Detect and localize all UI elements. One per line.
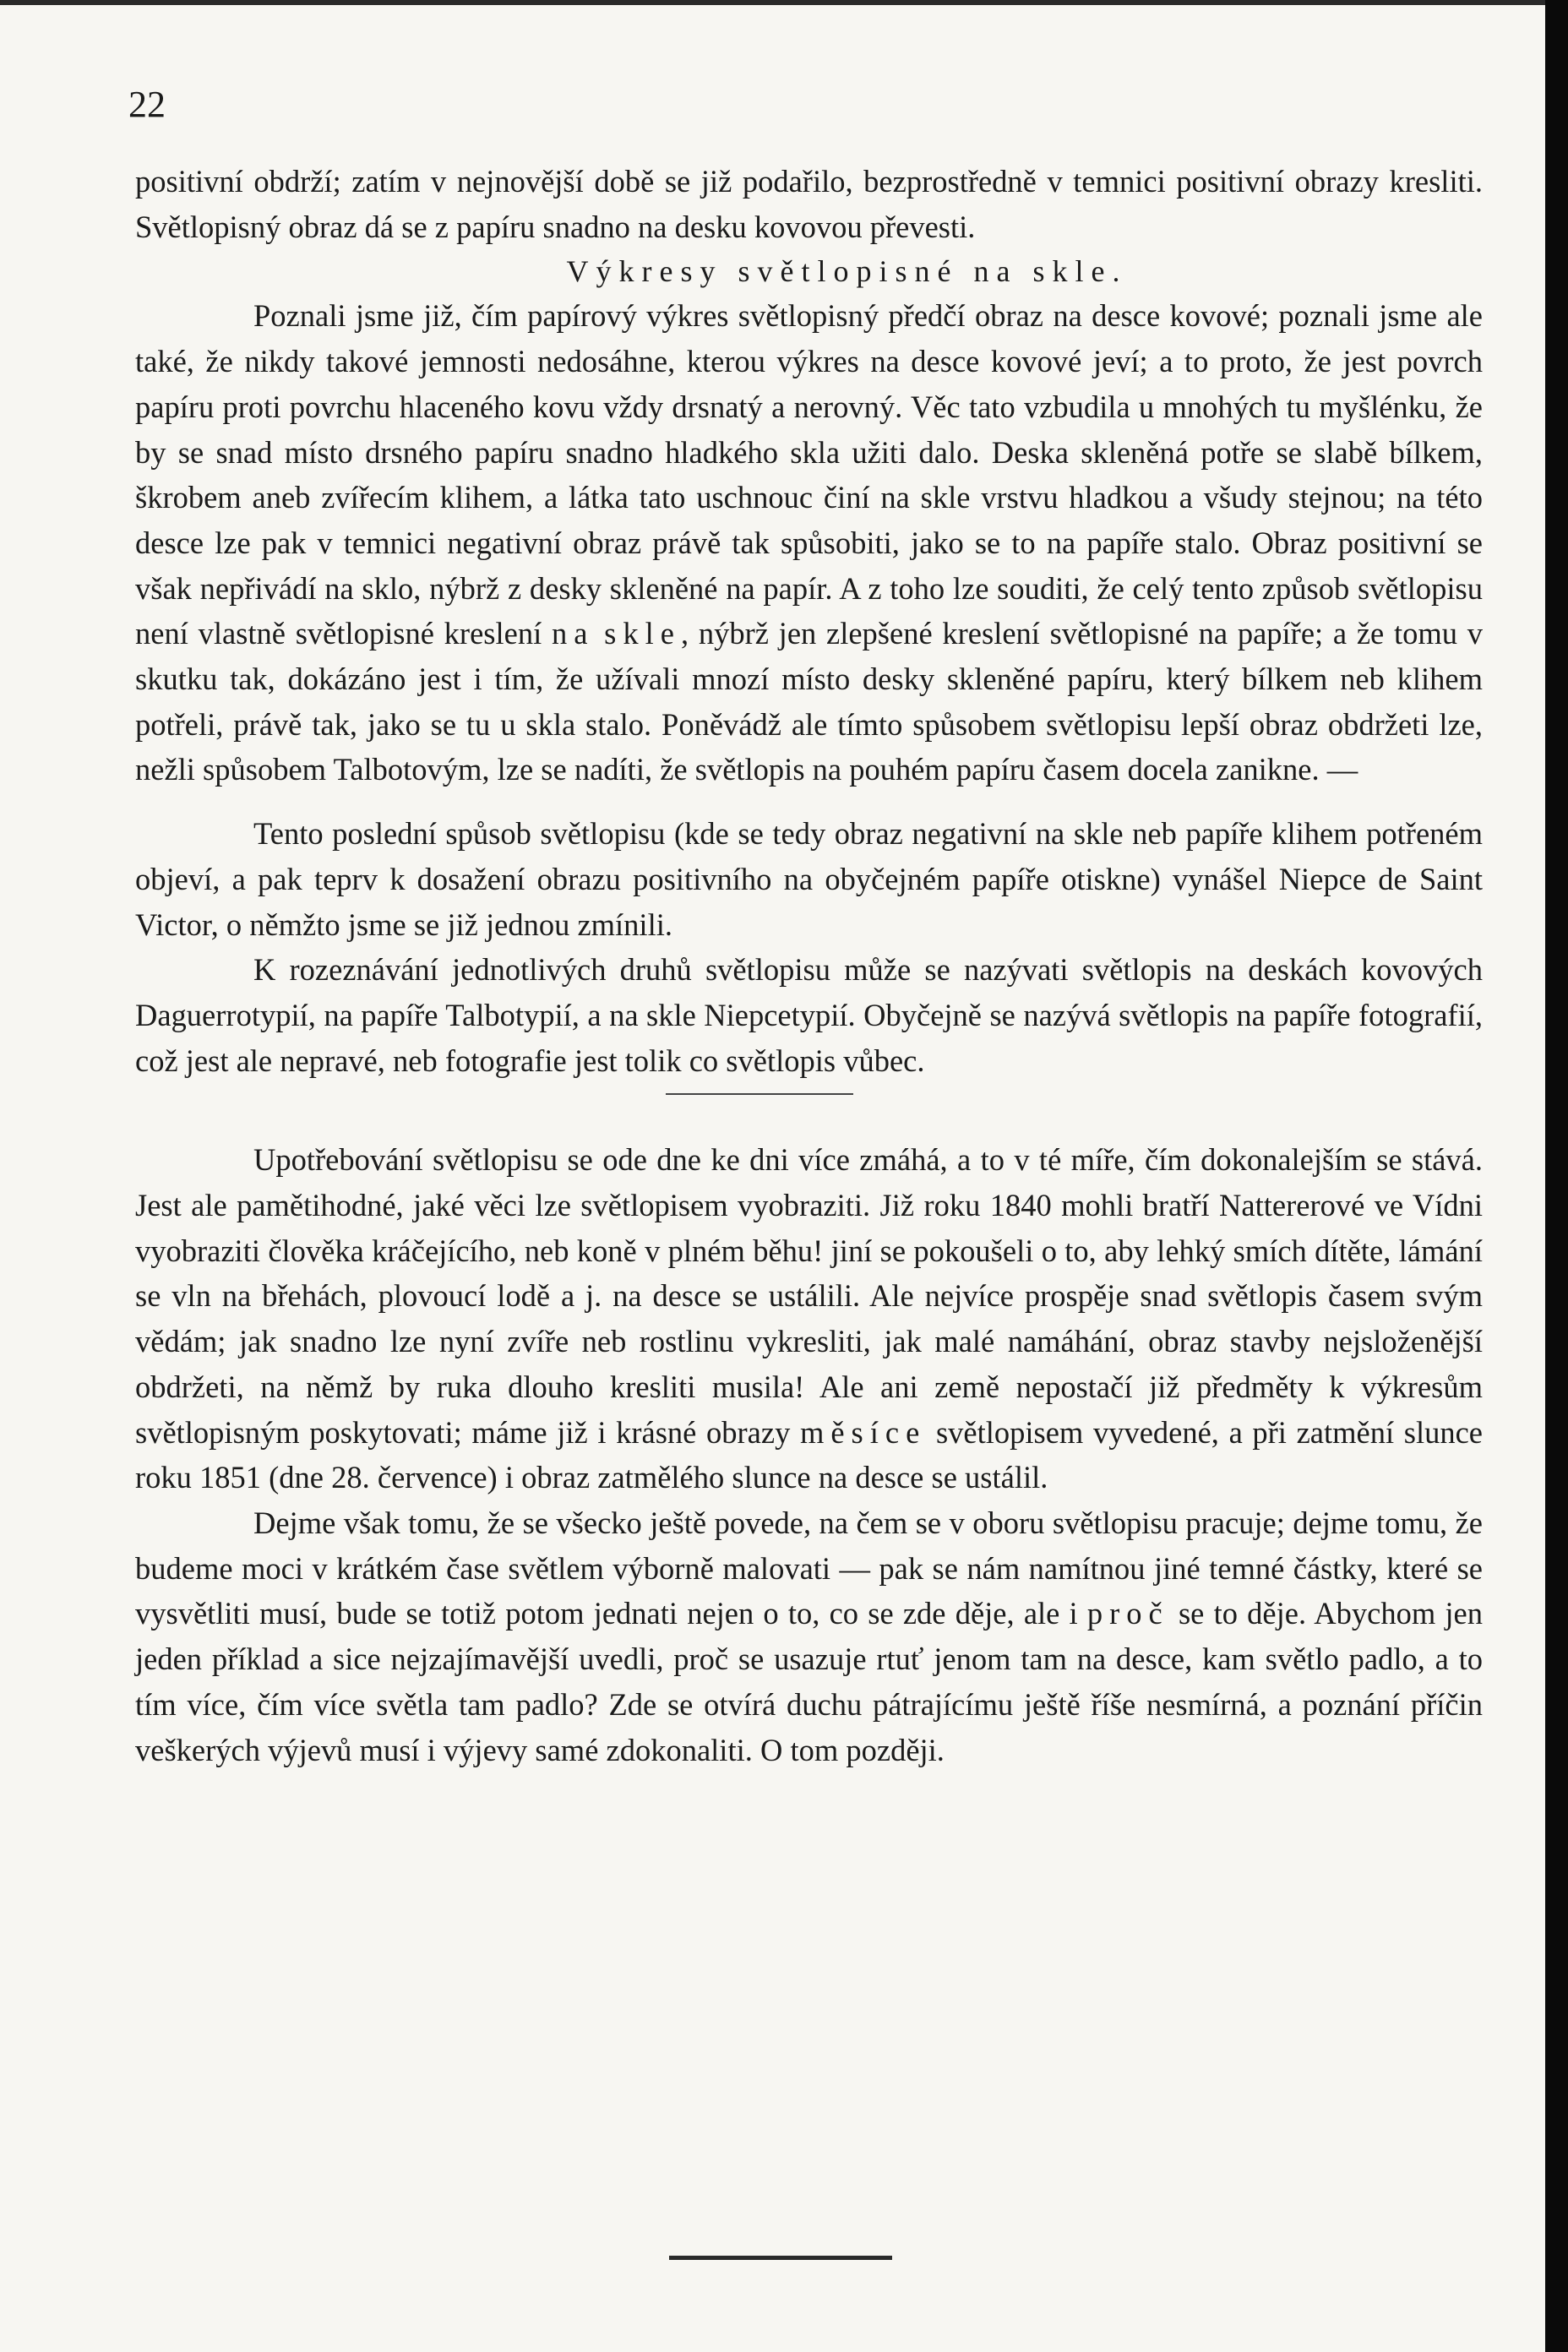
emphasis: na xyxy=(551,616,595,651)
emphasis: skle xyxy=(604,616,681,651)
page-number: 22 xyxy=(128,84,166,125)
text-run: se to děje. Abychom jen jeden příklad a sice nejzajímavější uvedli, proč se usazuje rtuť jenom tam na desce, kam světlo padlo, a to tím více, čím více světla tam padlo? Zde se otvírá duchu pátrajícímu ještě říše nesmírná, a poznání příčin veškerých výjevů musí i výjevy samé zdokonaliti. O tom později. xyxy=(135,1596,1483,1767)
emphasis: proč xyxy=(1086,1596,1169,1631)
paragraph xyxy=(135,293,1483,792)
paragraph: K rozeznávání jednotlivých druhů světlopisu může se nazývati světlopis na deskách kovových Daguerrotypií, na papíře Talbotypií, a na skle Niepcetypií. Obyčejně se nazývá světlopis na papíře fotografií, což jest ale nepravé, neb fotografie jest tolik co světlopis vůbec. xyxy=(135,952,1483,1078)
text-run: Dejme však tomu, že se všecko ještě povede, na čem se v oboru světlopisu pracuje; dejme tomu, že budeme moci v krátkém čase světlem výborně malovati — pak se nám namítnou jiné temné částky, které se vysvětliti musí, bude se totiž potom jednati nejen o to, co se zde děje, ale i xyxy=(135,1505,1483,1631)
text-run: Poznali jsme již, čím papírový výkres světlopisný předčí obraz na desce kovové; poznali jsme ale také, že nikdy takové jemnosti nedosáhne, kterou výkres na desce kovové jeví; a to proto, že jest povrch papíru proti povrchu hlaceného kovu vždy drsnatý a nerovný. Věc tato vzbudila u mnohých tu myšlénku, že by se snad místo drsného papíru snadno hladkého skla užiti dalo. Deska skleněná potře se slabě bílkem, škrobem aneb zvířecím klihem, a látka tato uschnouc činí na skle vrstvu hladkou a všudy stejnou; na této desce lze pak v temnici negativní obraz právě tak spůsobiti, jako se to na papíře stalo. Obraz positivní se však nepřivádí na sklo, nýbrž z desky skleněné na papír. A z toho lze souditi, že celý tento způsob světlopisu není vlastně světlopisné kreslení xyxy=(135,298,1483,651)
text-run: Upotřebování světlopisu se ode dne ke dni více zmáhá, a to v té míře, čím dokonalejším se stává. Jest ale pamětihodné, jaké věci lze světlopisem vyobraziti. Již roku 1840 mohli bratří Nattererové ve Vídni vyobraziti člověka kráčejícího, neb koně v plném běhu! jiní se pokoušeli o to, aby lehký smích dítěte, lámání se vln na břehách, plovoucí lodě a j. na desce se ustálili. Ale nejvíce prospěje snad světlopis časem svým vědám; jak snadno lze nyní zvíře neb rostlinu vykresliti, jak malé namáhání, obraz stavby nejsloženější obdržeti, na němž by ruka dlouho kresliti musila! Ale ani země nepostačí již předměty k výkresům světlopisným poskytovati; máme již i krásné obrazy xyxy=(135,1142,1483,1450)
paragraph xyxy=(135,1500,1483,1772)
paragraph: positivní obdrží; zatím v nejnovější době se již podařilo, bezprostředně v temnici positivní obrazy kresliti. Světlopisný obraz dá se z papíru snadno na desku kovovou převesti. xyxy=(135,164,1483,244)
text-run: , nýbrž jen zlepšené kreslení světlopisné na papíře; a že tomu v skutku tak, dokázáno jest i tím, že užívali mnozí místo desky skleněné papíru, který bílkem neb klihem potřeli, právě tak, jako se tu u skla stalo. Poněvádž ale tímto spůsobem světlopisu lepší obraz obdržeti lze, nežli spůsobem Talbotovým, lze se nadíti, že světlopis na pouhém papíru časem docela zanikne. — xyxy=(135,616,1484,787)
paragraph xyxy=(135,1137,1483,1500)
paragraph: Tento poslední spůsob světlopisu (kde se tedy obraz negativní na skle neb papíře klihem potřeném objeví, a pak teprv k dosažení obrazu positivního na obyčejném papíře otiskne) vynášel Niepce de Saint Victor, o němžto jsme se již jednou zmínili. xyxy=(135,816,1483,942)
end-rule xyxy=(669,2256,892,2260)
text-run: světlopisem vyvedené, a při zatmění slunce roku 1851 (dne 28. července) i obraz zatmělého slunce na desce se ustálil. xyxy=(135,1414,1483,1495)
section-heading: Výkresy světlopisné na skle. xyxy=(566,254,1128,289)
emphasis: měsíce xyxy=(799,1414,927,1450)
section-divider xyxy=(666,1093,853,1095)
page-body xyxy=(135,159,1483,1772)
